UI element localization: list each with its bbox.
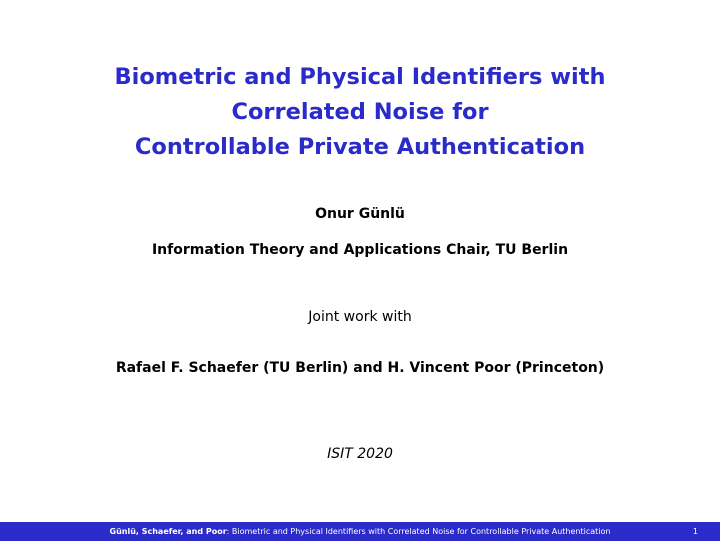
venue: ISIT 2020 <box>327 446 393 462</box>
slide-title <box>0 60 720 165</box>
footer-authors: Günlü, Schaefer, and Poor <box>109 527 227 536</box>
coauthors: Rafael F. Schaefer (TU Berlin) and H. Vincent Poor (Princeton) <box>115 360 605 376</box>
page-number: 1 <box>692 527 698 536</box>
footer-title: Biometric and Physical Identifiers with Correlated Noise for Controllable Private Authentication <box>231 527 611 536</box>
title-line-2: Correlated Noise for <box>231 99 489 125</box>
title-line-3: Controllable Private Authentication <box>134 134 586 160</box>
title-line-1: Biometric and Physical Identifiers with <box>114 64 606 90</box>
joint-work-label: Joint work with <box>308 309 412 325</box>
footer-bar <box>0 522 720 541</box>
footer-text <box>0 522 720 541</box>
author-affiliation: Information Theory and Applications Chair, TU Berlin <box>151 242 569 258</box>
author-name: Onur Günlü <box>315 206 405 222</box>
footer-separator: : <box>226 527 232 536</box>
